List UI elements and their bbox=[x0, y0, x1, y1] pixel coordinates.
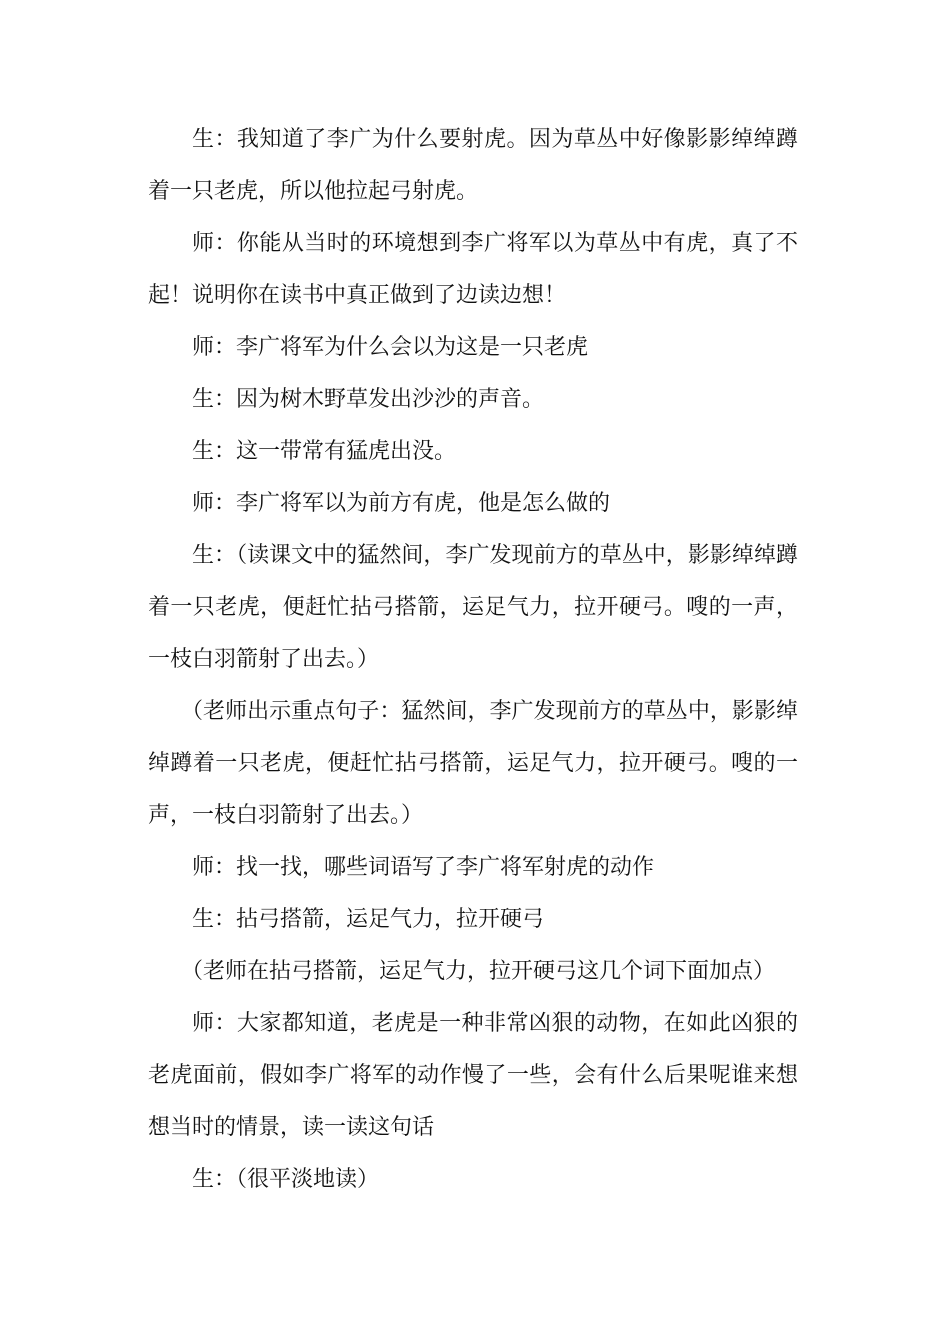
paragraph-7: 生：（读课文中的猛然间，李广发现前方的草丛中，影影绰绰蹲着一只老虎，便赶忙拈弓搭箭，运足气力，拉开硬弓。嗖的一声，一枝白羽箭射了出去。） bbox=[148, 543, 798, 672]
paragraph-8: （老师出示重点句子：猛然间，李广发现前方的草丛中，影影绰绰蹲着一只老虎，便赶忙拈弓搭箭，运足气力，拉开硬弓。嗖的一声，一枝白羽箭射了出去。） bbox=[148, 699, 798, 828]
paragraph-5: 生：这一带常有猛虎出没。 bbox=[192, 439, 457, 464]
paragraph-1: 生：我知道了李广为什么要射虎。因为草丛中好像影影绰绰蹲着一只老虎，所以他拉起弓射虎。 bbox=[148, 127, 798, 204]
paragraph-3: 师：李广将军为什么会以为这是一只老虎 bbox=[192, 335, 589, 360]
paragraph-12: 师：大家都知道，老虎是一种非常凶狠的动物，在如此凶狠的老虎面前，假如李广将军的动作慢了一些，会有什么后果呢谁来想想当时的情景，读一读这句话 bbox=[148, 1011, 798, 1140]
paragraph-2: 师：你能从当时的环境想到李广将军以为草丛中有虎，真了不起！说明你在读书中真正做到了边读边想！ bbox=[148, 231, 798, 308]
paragraph-13: 生：（很平淡地读） bbox=[192, 1167, 380, 1192]
document-body bbox=[148, 114, 798, 1206]
paragraph-9: 师：找一找，哪些词语写了李广将军射虎的动作 bbox=[192, 855, 655, 880]
paragraph-4: 生：因为树木野草发出沙沙的声音。 bbox=[192, 387, 545, 412]
paragraph-6: 师：李广将军以为前方有虎，他是怎么做的 bbox=[192, 491, 611, 516]
paragraph-11: （老师在拈弓搭箭，运足气力，拉开硬弓这几个词下面加点） bbox=[181, 959, 776, 984]
paragraph-10: 生：拈弓搭箭，运足气力，拉开硬弓 bbox=[192, 907, 545, 932]
